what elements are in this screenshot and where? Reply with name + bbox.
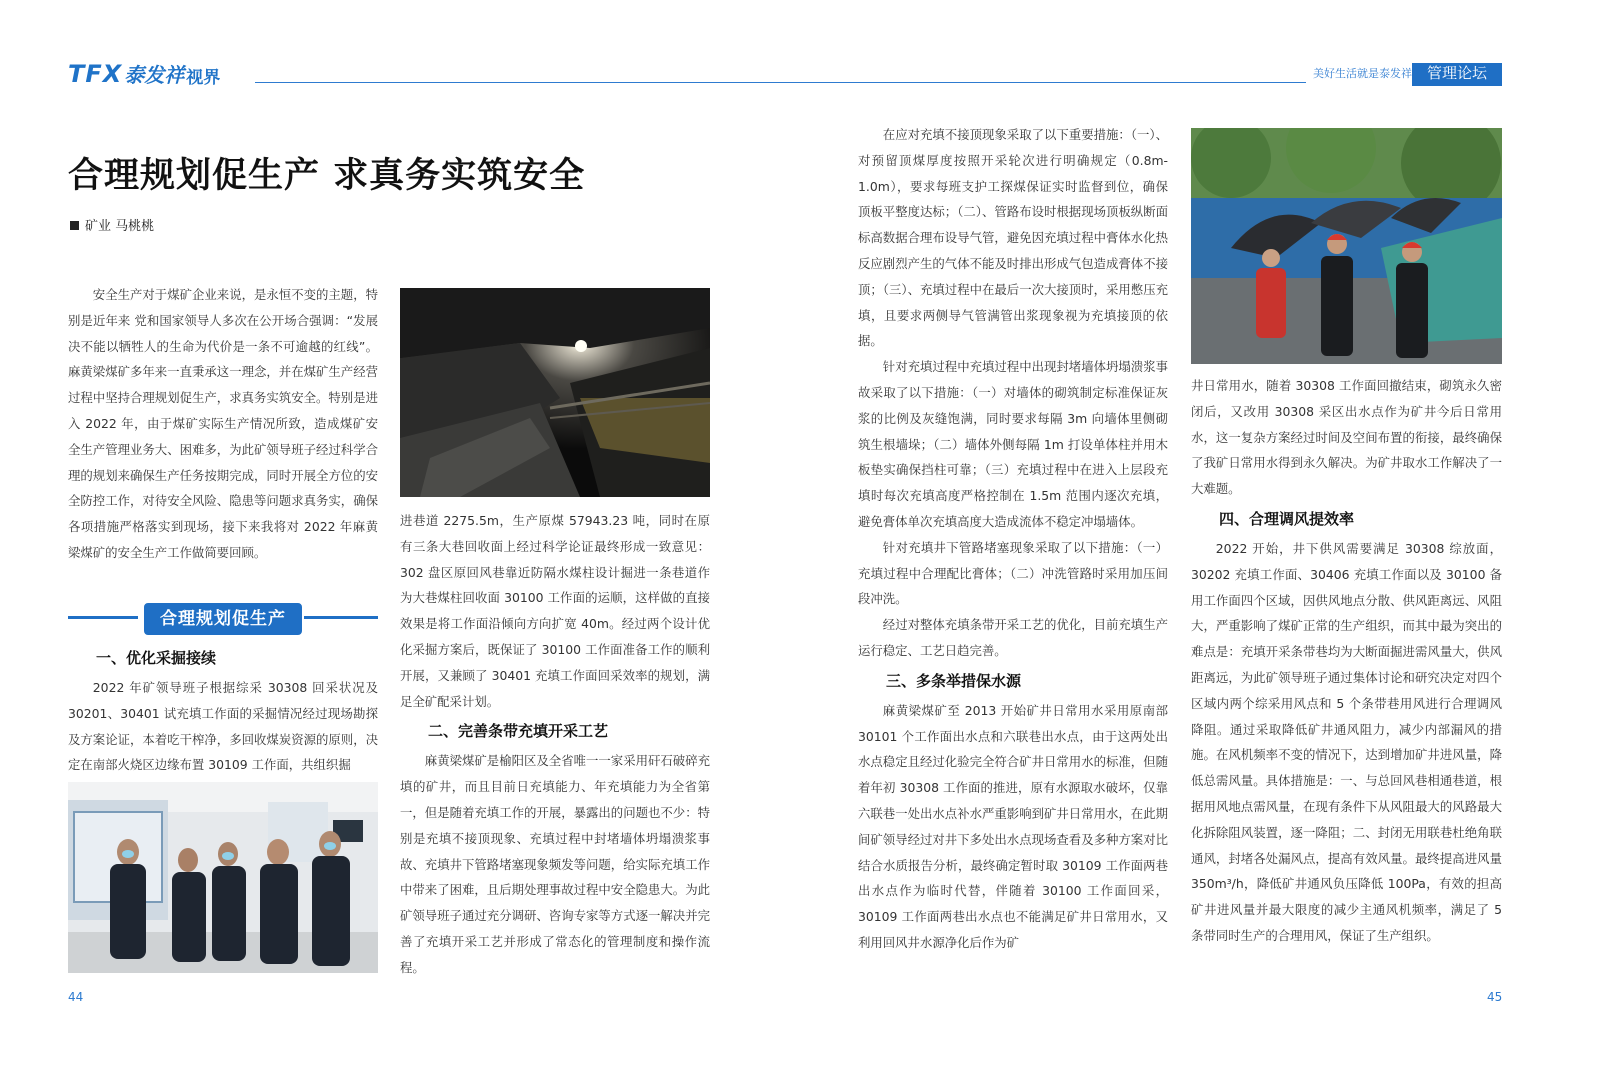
- intro-paragraph: 安全生产对于煤矿企业来说，是永恒不变的主题，特别是近年来 党和国家领导人多次在公开场合强调：“发展决不能以牺牲人的生命为代价是一条不可逾越的红线”。麻黄梁煤矿多年来一直秉承这一理念，并在煤矿生产经营过程中坚持合理规划促生产，求真务实筑安全。特别是进入 2022 年，由于煤矿实际生产情况所致，造成煤矿安全生产管理业务大、困难多，为此矿领导班子经过科学合理的规划来确保生产任务按期完成，同时开展全方位的安全防控工作，对待安全风险、隐患等问题求真务实，确保各项措施严格落实到现场，接下来我将对 2022 年麻黄梁煤矿的安全生产工作做简要回顾。: [68, 287, 378, 560]
- meeting-photo: [68, 782, 378, 973]
- paragraph-3a: 在应对充填不接顶现象采取了以下重要措施：（一）、对预留顶煤厚度按照开采轮次进行明确规定（0.8m-1.0m），要求每班支护工探煤保证实时监督到位，确保顶板平整度达标；（二）、管路布设时根据现场顶板纵断面标高数据合理布设导气管，避免因充填过程中膏体水化热反应剧烈产生的气体不能及时排出形成气包造成膏体不接顶；（三）、充填过程中在最后一次大接顶时，采用憋压充填，且要求两侧导气管满管出浆现象视为充填接顶的依据。: [858, 127, 1168, 349]
- ribbon-label: 合理规划促生产: [144, 603, 302, 635]
- heading-4: 四、合理调风提效率: [1219, 509, 1355, 528]
- section-tag: 管理论坛: [1412, 63, 1502, 84]
- paragraph-3d: 经过对整体充填条带开采工艺的优化，目前充填生产运行稳定、工艺日趋完善。: [858, 617, 1168, 658]
- section-ribbon: [68, 603, 378, 633]
- ribbon-bar-right: [304, 616, 378, 619]
- section-tag-rule: [1412, 84, 1502, 86]
- heading-3: 三、多条举措保水源: [886, 671, 1022, 690]
- column-3: [858, 122, 1168, 956]
- column-2: [400, 508, 710, 981]
- paragraph-1: 2022 年矿领导班子根据综采 30308 回采状况及 30201、30401 试充填工作面的采掘情况经过现场勘探及方案论证，本着吃干榨净，多回收煤炭资源的原则，决定在南部火烧区边缘布置 30109 工作面，共组织掘: [68, 680, 378, 773]
- article-author: [70, 215, 154, 234]
- page-number-left: 44: [68, 990, 84, 1004]
- header-slogan: 美好生活就是泰发祥: [1313, 67, 1412, 80]
- ribbon-bar-left: [68, 616, 138, 619]
- umbrella-site-photo: [1191, 128, 1502, 364]
- paragraph-3c: 针对充填井下管路堵塞现象采取了以下措施：（一）充填过程中合理配比膏体；（二）冲洗管路时采用加压间段冲洗。: [858, 539, 1168, 607]
- logo-sub: 视界: [186, 68, 221, 88]
- paragraph-2-cont: 进巷道 2275.5m，生产原煤 57943.23 吨，同时在原有三条大巷回收面上经过科学论证最终形成一致意见：302 盘区原回风巷靠近防隔水煤柱设计掘进一条巷道作为大巷煤柱回收面 30100 工作面的运顺，这样做的直接效果是将工作面沿倾向方向扩宽 40m。经过两个设计优化采掘方案后，既保证了 30100 工作面准备工作的顺利开展，又兼顾了 30401 充填工作面回采效率的规划，满足全矿配采计划。: [400, 513, 710, 709]
- column-4: [1191, 373, 1502, 949]
- page-number-right: 45: [1487, 990, 1503, 1004]
- mine-tunnel-photo: [400, 288, 710, 497]
- article-title: 合理规划促生产 求真务实筑安全: [68, 156, 586, 196]
- paragraph-4-cont: 井日常用水，随着 30308 工作面回撤结束，砌筑永久密闭后，又改用 30308 采区出水点作为矿井今后日常用水，这一复杂方案经过时间及空间布置的衔接，最终确保了我矿日常用水得到永久解决。为矿井取水工作解决了一大难题。: [1191, 378, 1502, 497]
- bullet-square-icon: [70, 221, 79, 230]
- heading-2: 二、完善条带充填开采工艺: [428, 722, 609, 741]
- logo-name: 泰发祥: [124, 63, 185, 87]
- column-1-lower: [68, 641, 378, 778]
- paragraph-3b: 针对充填过程中充填过程中出现封堵墙体坍塌溃浆事故采取了以下措施：（一）对墙体的砌筑制定标准保证灰浆的比例及灰缝饱满，同时要求每隔 3m 向墙体里侧砌筑生根墙垛；（二）墙体外侧每隔 1m 打设单体柱并用木板垫实确保挡柱可靠；（三）充填过程中在进入上层段充填时每次充填高度严格控制在 1.5m 范围内逐次充填，避免膏体单次充填高度大造成流体不稳定冲塌墙体。: [858, 359, 1168, 529]
- author-text: 矿业 马桃桃: [85, 219, 155, 234]
- paragraph-4: 2022 开始，井下供风需要满足 30308 综放面，30202 充填工作面、30406 充填工作面以及 30100 备用工作面四个区域，因供风地点分散、供风距离远、风阻大，严重影响了煤矿正常的生产组织，而其中最为突出的难点是：充填开采条带巷均为大断面掘进需风量大，供风距离远，为此矿领导班子通过集体讨论和研究决定对四个区域内两个综采用风点和 5 个条带巷用风进行合理调风降阻。通过采取降低矿井通风阻力，减少内部漏风的措施。在风机频率不变的情况下，达到增加矿井进风量，降低总需风量。具体措施是：一、与总回风巷相通巷道，根据用风地点需风量，在现有条件下从风阻最大的风路最大化拆除阻风装置，逐一降阻；二、封闭无用联巷杜绝角联通风，封堵各处漏风点，提高有效风量。最终提高进风量 350m³/h，降低矿井通风负压降低 100Pa，有效的担高矿井进风量并最大限度的减少主通风机频率，满足了 5 条带同时生产的合理用风，保证了生产组织。: [1191, 540, 1502, 943]
- column-1: [68, 282, 378, 566]
- paragraph-3e: 麻黄梁煤矿至 2013 开始矿井日常用水采用原南部 30101 个工作面出水点和六联巷出水点，由于这两处出水点稳定且经过化验完全符合矿井日常用水的标准，但随着年初 30308 工作面的推进，原有水源取水破坏，仅靠六联巷一处出水点补水严重影响到矿井日常用水，在此期间矿领导经过对井下多处出水点现场查看及多种方案对比结合水质报告分析，最终确定暂时取 30109 工作面两巷出水点作为临时代替，伴随着 30100 工作面回采，30109 工作面两巷出水点也不能满足矿井日常用水，又利用回风井水源净化后作为矿: [858, 702, 1168, 950]
- heading-1: 一、优化采掘接续: [96, 649, 217, 667]
- paragraph-2: 麻黄梁煤矿是榆阳区及全省唯一一家采用矸石破碎充填的矿井，而且目前日充填能力、年充填能力为全省第一，但是随着充填工作的开展，暴露出的问题也不少：特别是充填不接顶现象、充填过程中封堵墙体坍塌溃浆事故、充填井下管路堵塞现象频发等问题，给实际充填工作中带来了困难，且后期处理事故过程中安全隐患大。为此矿领导班子通过充分调研、咨询专家等方式逐一解决并完善了充填开采工艺并形成了常态化的管理制度和操作流程。: [400, 753, 710, 975]
- brand-logo: [68, 62, 220, 88]
- logo-tfx: TFX: [68, 60, 123, 88]
- header-rule: [255, 82, 1306, 83]
